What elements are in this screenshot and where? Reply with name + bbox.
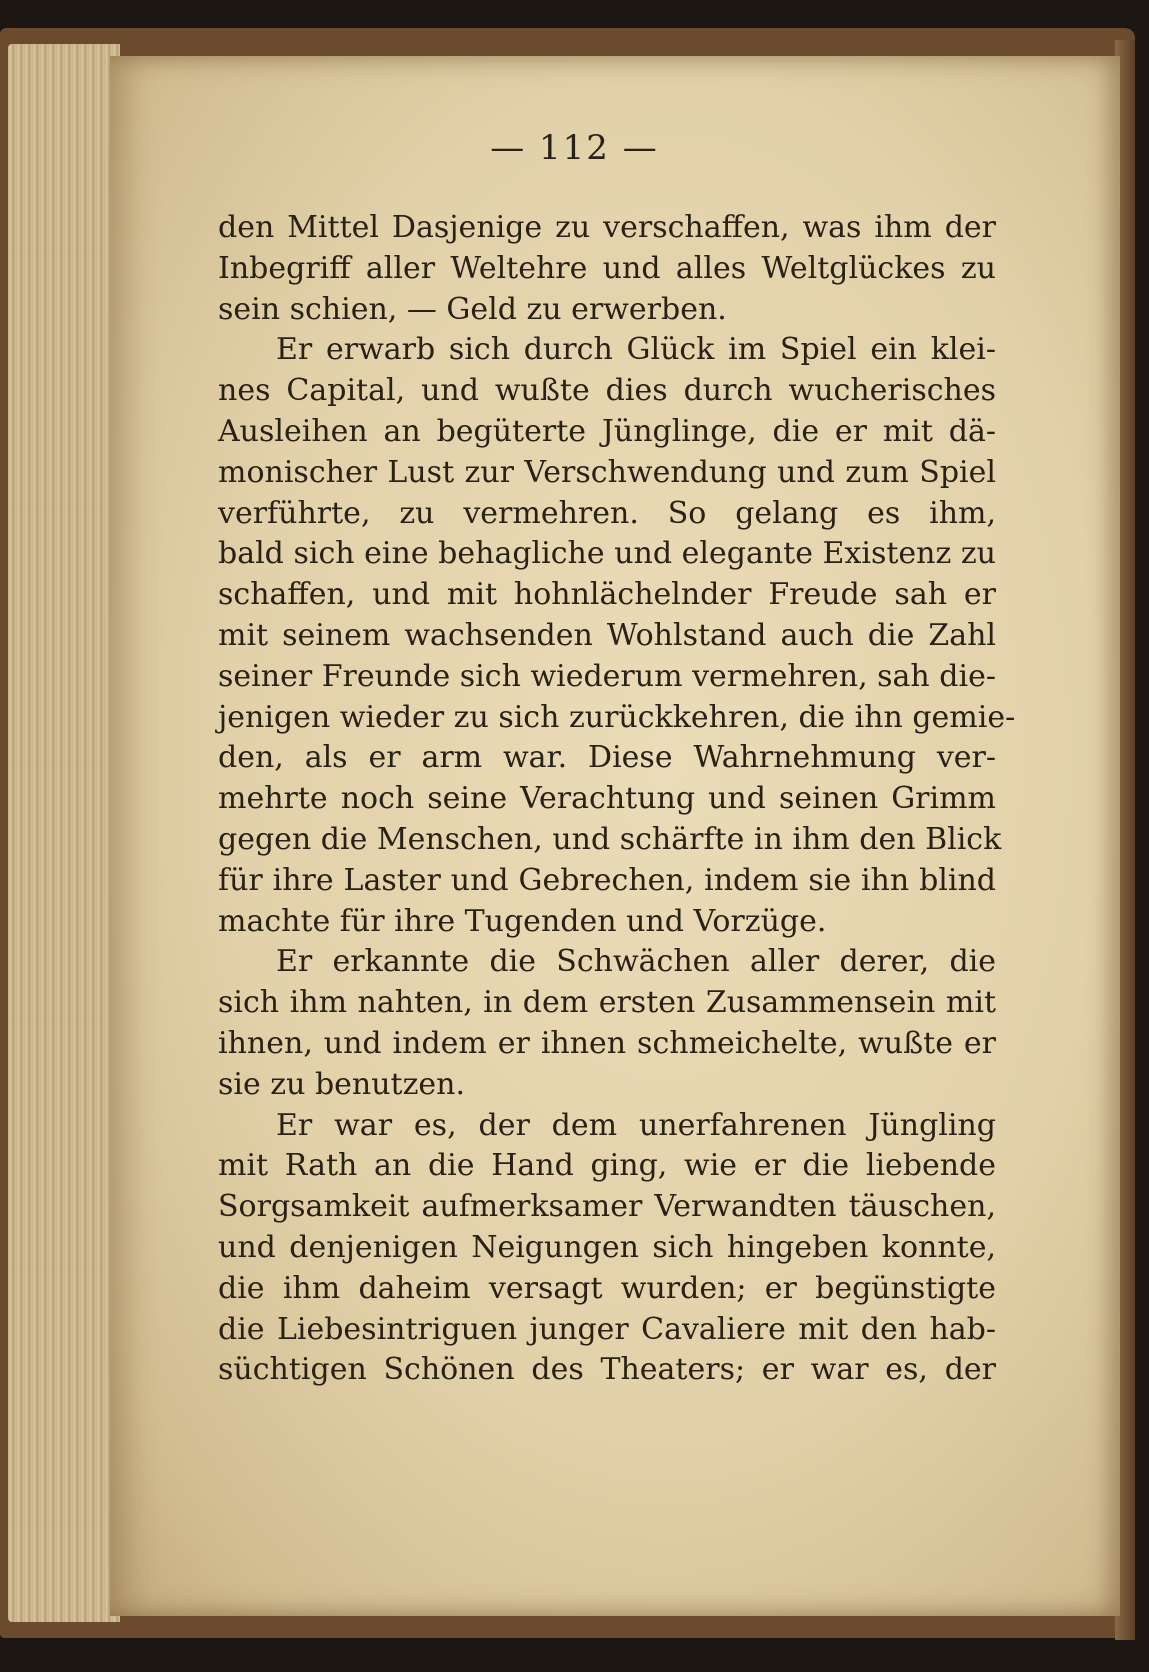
- text-line: ihnen, und indem er ihnen schmeichelte, wußte er: [218, 1025, 996, 1061]
- text-line: monischer Lust zur Verschwendung und zum Spiel: [218, 454, 996, 490]
- text-line: schaffen, und mit hohnlächelnder Freude sah er: [218, 577, 996, 613]
- text-line: mehrte noch seine Verachtung und seinen Grimm: [218, 781, 996, 817]
- text-line: Inbegriff aller Weltehre und alles Weltglückes zu: [218, 250, 996, 286]
- text-line: und denjenigen Neigungen sich hingeben konnte,: [218, 1229, 996, 1265]
- text-line: den, als er arm war. Diese Wahrnehmung ver-: [218, 740, 996, 776]
- text-line: machte für ihre Tugenden und Vorzüge.: [218, 903, 827, 939]
- text-line: süchtigen Schönen des Theaters; er war es, der: [218, 1352, 996, 1388]
- text-line: die Liebesintriguen junger Cavaliere mit den hab-: [218, 1311, 996, 1347]
- text-line: Er erkannte die Schwächen aller derer, die: [276, 944, 996, 980]
- text-line: für ihre Laster und Gebrechen, indem sie ihn blind: [218, 862, 996, 898]
- text-line: jenigen wieder zu sich zurückkehren, die ihn gemie-: [218, 699, 1016, 735]
- body-text: [218, 208, 1016, 1391]
- text-line: Er war es, der dem unerfahrenen Jüngling: [276, 1107, 996, 1143]
- text-line: Er erwarb sich durch Glück im Spiel ein klei-: [276, 332, 996, 368]
- text-line: die ihm daheim versagt wurden; er begünstigte: [218, 1270, 996, 1306]
- text-line: sie zu benutzen.: [218, 1066, 466, 1102]
- text-line: Sorgsamkeit aufmerksamer Verwandten täuschen,: [218, 1189, 996, 1225]
- text-line: sein schien, — Geld zu erwerben.: [218, 291, 727, 327]
- text-line: sich ihm nahten, in dem ersten Zusammensein mit: [218, 985, 996, 1021]
- text-line: den Mittel Dasjenige zu verschaffen, was ihm der: [218, 210, 996, 245]
- text-line: bald sich eine behagliche und elegante Existenz zu: [218, 536, 996, 572]
- text-line: nes Capital, und wußte dies durch wucherisches: [218, 373, 996, 409]
- text-line: gegen die Menschen, und schärfte in ihm den Blick: [218, 821, 1002, 857]
- text-line: mit Rath an die Hand ging, wie er die liebende: [218, 1148, 996, 1184]
- text-line: verführte, zu vermehren. So gelang es ihm,: [218, 495, 996, 531]
- page-number: — 112 —: [490, 128, 659, 168]
- page-edges: [8, 44, 120, 1622]
- text-line: mit seinem wachsenden Wohlstand auch die Zahl: [218, 617, 996, 653]
- text-line: seiner Freunde sich wiederum vermehren, sah die-: [218, 658, 996, 694]
- text-line: Ausleihen an begüterte Jünglinge, die er mit dä-: [218, 413, 996, 449]
